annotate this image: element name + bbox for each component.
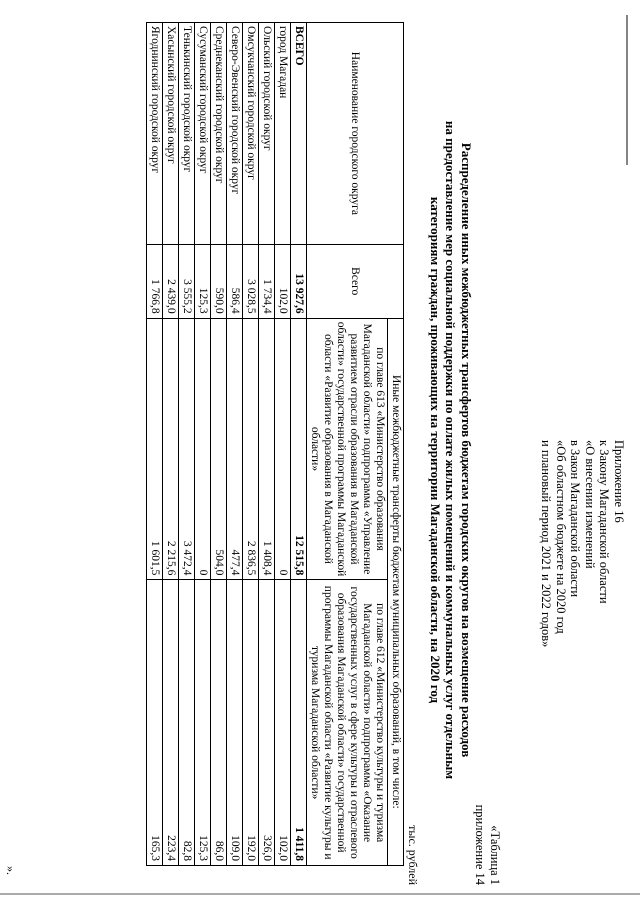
table-reference xyxy=(473,805,502,885)
row-culture: 82,8 xyxy=(179,580,195,866)
table-row-total xyxy=(291,23,307,866)
appendix-line-5: «Об областном бюджете на 2020 год xyxy=(553,440,568,634)
row-total: 590,0 xyxy=(211,244,227,318)
header-total: Всего xyxy=(307,244,404,318)
row-name: ВСЕГО xyxy=(291,23,307,245)
row-culture: 86,0 xyxy=(211,580,227,866)
row-education: 477,4 xyxy=(227,318,243,580)
closing-quote: ». xyxy=(4,866,18,875)
table-row xyxy=(243,23,259,866)
row-total: 586,4 xyxy=(227,244,243,318)
header-col-culture: по главе 612 «Министерство культуры и туризма Магаданской области» подпрограмма «Оказание государственных услуг в сфере культуры и отраслевого образования Магаданской области» государственной программы Магаданской области «Развитие культуры и туризма Магаданской области» xyxy=(307,580,388,866)
row-name: Ягоднинский городской округ xyxy=(147,23,163,245)
row-education: 0 xyxy=(275,318,291,580)
header-name: Наименование городского округа xyxy=(307,23,404,245)
row-name: Северо-Эвенский городской округ xyxy=(227,23,243,245)
row-culture: 125,3 xyxy=(195,580,211,866)
table-row xyxy=(275,23,291,866)
row-total: 3 555,2 xyxy=(179,244,195,318)
header-col-education: по главе 613 «Министерство образования Магаданской области» подпрограмма «Управление развитием отрасли образования в Магаданской области» государственной программы Магаданской области «Развитие образования в Магаданской области» xyxy=(307,318,388,580)
row-culture: 109,0 xyxy=(227,580,243,866)
row-education: 2 215,6 xyxy=(163,318,179,580)
appendix-line-1: Приложение 16 xyxy=(612,440,626,523)
table-row xyxy=(227,23,243,866)
appendix-line-6: и плановый период 2021 и 2022 годов» xyxy=(539,440,554,648)
transfers-table xyxy=(146,22,404,866)
table-row xyxy=(179,23,195,866)
table-number: «Таблица 1 xyxy=(488,825,502,885)
row-culture: 192,0 xyxy=(243,580,259,866)
row-total: 1 766,8 xyxy=(147,244,163,318)
row-total: 3 028,5 xyxy=(243,244,259,318)
appendix-line-2: к Закону Магаданской области xyxy=(597,440,612,604)
scan-bottom-line xyxy=(0,893,640,895)
row-total: 13 927,6 xyxy=(291,244,307,318)
header-group: Иные межбюджетные трансферты бюджетам муниципальных образований, в том числе: xyxy=(388,318,404,865)
row-education: 0 xyxy=(195,318,211,580)
row-name: Тенькинский городской округ xyxy=(179,23,195,245)
row-education: 2 836,5 xyxy=(243,318,259,580)
table-row xyxy=(259,23,275,866)
row-culture: 223,4 xyxy=(163,580,179,866)
row-culture: 165,3 xyxy=(147,580,163,866)
row-total: 102,0 xyxy=(275,244,291,318)
appendix-line-4: в Закон Магаданской области xyxy=(568,440,583,598)
row-total: 2 439,0 xyxy=(163,244,179,318)
title-line-1: Распределение иных межбюджетных трансфертов бюджетам городских округов на возмещение расходов xyxy=(459,142,474,758)
row-name: Сусуманский городской округ xyxy=(195,23,211,245)
row-name: город Магадан xyxy=(275,23,291,245)
row-name: Омсукчанский городской округ xyxy=(243,23,259,245)
table-row xyxy=(147,23,163,866)
row-education: 1 408,4 xyxy=(259,318,275,580)
row-education: 504,0 xyxy=(211,318,227,580)
row-name: Хасынский городской округ xyxy=(163,23,179,245)
row-culture: 1 411,8 xyxy=(291,580,307,866)
document-title xyxy=(428,60,475,840)
unit-label: тыс. рублей xyxy=(406,825,420,885)
appendix-block xyxy=(538,440,626,860)
table-row xyxy=(211,23,227,866)
appendix-line-3: «О внесении изменений xyxy=(582,440,597,569)
row-total: 1 734,4 xyxy=(259,244,275,318)
title-line-2: на предоставление мер социальной поддержки по оплате жилых помещений и коммунальных услуг отдельным xyxy=(443,120,459,780)
scan-edge-mark xyxy=(626,15,628,165)
row-education: 12 515,8 xyxy=(291,318,307,580)
row-culture: 326,0 xyxy=(259,580,275,866)
row-total: 125,3 xyxy=(195,244,211,318)
row-name: Ольский городской округ xyxy=(259,23,275,245)
table-row xyxy=(163,23,179,866)
title-line-3: категориям граждан, проживающих на территории Магаданской области, на 2020 год xyxy=(428,196,443,704)
row-education: 3 472,4 xyxy=(179,318,195,580)
table-header-row xyxy=(388,23,404,866)
row-name: Среднеканский городской округ xyxy=(211,23,227,245)
row-culture: 102,0 xyxy=(275,580,291,866)
table-row xyxy=(195,23,211,866)
row-education: 1 601,5 xyxy=(147,318,163,580)
table-appendix-ref: приложение 14 xyxy=(473,804,488,885)
